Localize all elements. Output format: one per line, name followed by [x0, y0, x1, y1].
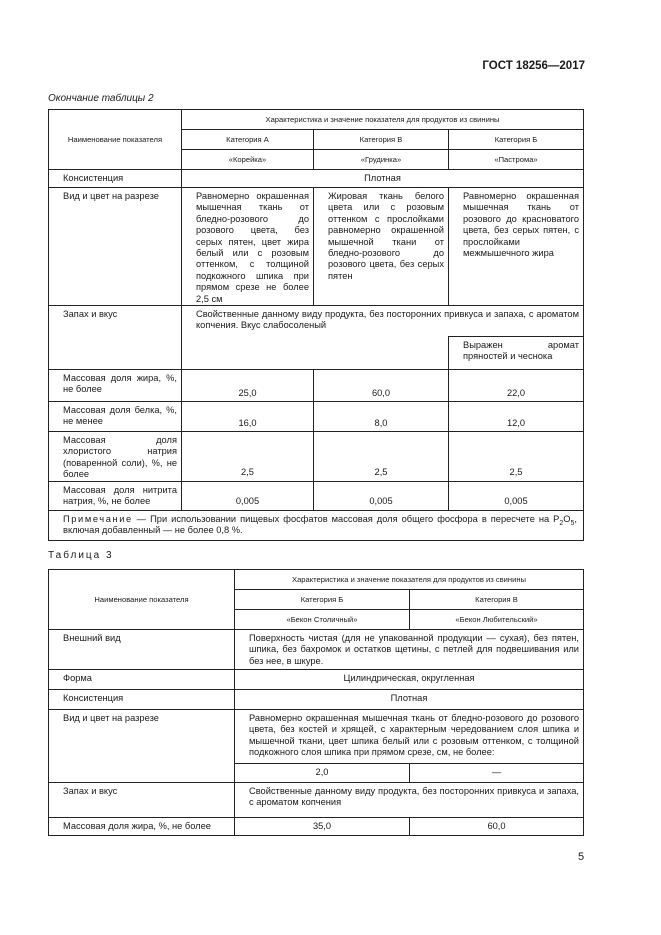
- note-text: , включая добавленный — не более 0,8 %.: [63, 513, 577, 536]
- table3-category: Категория В: [410, 590, 584, 610]
- table3-row-label: Запах и вкус: [49, 783, 235, 818]
- table2-color-value: Жировая ткань белого цвета или с розовым оттенком с прослойками равномерно окрашенной мышечной ткани от бледно-розового до розового цвета, без серых пятен: [314, 188, 449, 306]
- table2-row-label: Массовая доля белка, %, не менее: [49, 402, 182, 432]
- table3-value: 2,0: [235, 764, 410, 783]
- table2-smell-extra: Выражен аромат пряностей и чеснока: [449, 337, 584, 370]
- table2-color-value: Равномерно окрашенная мышечная ткань от розового до красноватого цвета, без серых пятен, с прослойками межмышечного жира: [449, 188, 584, 306]
- table2-category: Категория Б: [449, 130, 584, 150]
- note-text: O: [563, 513, 571, 524]
- note-text: — При использовании пищевых фосфатов массовая доля общего фосфора в пересчете на P: [132, 513, 560, 524]
- table2-group-header: Характеристика и значение показателя для продуктов из свинины: [182, 110, 584, 130]
- table2-product: «Корейка»: [182, 150, 314, 170]
- table2-value: 16,0: [182, 402, 314, 432]
- table3-color-value: Равномерно окрашенная мышечная ткань от бледно-розового до розового цвета, без костей и хрящей, с характерным чередованием слоя шпика и мышечной ткани, цвет шпика белый или с розовым оттенком, с толщиной подкожного слоя шпика при прямом срезе, см, не более:: [235, 710, 584, 764]
- table3-product: «Бекон Любительский»: [410, 610, 584, 630]
- table2-product: «Пастрома»: [449, 150, 584, 170]
- note-subscript: 5: [570, 519, 575, 527]
- table3-name-header: Наименование показателя: [49, 570, 235, 630]
- table2-value: 22,0: [449, 370, 584, 402]
- table3-consistency-value: Плотная: [235, 690, 584, 710]
- table2-row-label: Запах и вкус: [49, 306, 182, 370]
- table3-group-header: Характеристика и значение показателя для продуктов из свинины: [235, 570, 584, 590]
- table2-value: 2,5: [314, 432, 449, 482]
- table2-row-label: Массовая доля жира, %, не более: [49, 370, 182, 402]
- table2-product: «Грудинка»: [314, 150, 449, 170]
- table2-value: 8,0: [314, 402, 449, 432]
- table3-shape-value: Цилиндрическая, округленная: [235, 670, 584, 690]
- table2-category: Категория В: [314, 130, 449, 150]
- table2-category: Категория А: [182, 130, 314, 150]
- table-2: [48, 109, 584, 541]
- table2-value: 25,0: [182, 370, 314, 402]
- table2-value: 60,0: [314, 370, 449, 402]
- table3-caption: Таблица 3: [48, 550, 114, 561]
- table2-value: 2,5: [182, 432, 314, 482]
- table2-value: 0,005: [314, 481, 449, 510]
- table3-category: Категория Б: [235, 590, 410, 610]
- table3-row-label: Массовая доля жира, %, не более: [49, 818, 235, 836]
- table2-smell-value: Свойственные данному виду продукта, без посторонних привкуса и запаха, с ароматом копчения. Вкус слабосоленый: [182, 306, 584, 337]
- table-3: [48, 569, 584, 836]
- table3-product: «Бекон Столичный»: [235, 610, 410, 630]
- table2-color-value: Равномерно окрашенная мышечная ткань от бледно-розового до розового цвета, без серых пятен, цвет жира белый или с розовым оттенком, с толщиной подкожного шпика при прямом срезе не более 2,5 см: [182, 188, 314, 306]
- note-title: Примечание: [63, 513, 133, 524]
- table3-row-label: Вид и цвет на разрезе: [49, 710, 235, 783]
- table3-value: —: [410, 764, 584, 783]
- table3-value: 35,0: [235, 818, 410, 836]
- table3-row-label: Форма: [49, 670, 235, 690]
- table2-value: 12,0: [449, 402, 584, 432]
- table2-row-label: Консистенция: [49, 170, 182, 188]
- table2-value: 0,005: [182, 481, 314, 510]
- table3-appearance-value: Поверхность чистая (для не упакованной продукции — сухая), без пятен, шпика, без бахромок и остатков щетины, с петлей для подвешивания или без нее, в шкуре.: [235, 630, 584, 670]
- table3-row-label: Внешний вид: [49, 630, 235, 670]
- table3-value: 60,0: [410, 818, 584, 836]
- table2-value: 2,5: [449, 432, 584, 482]
- table2-name-header: Наименование показателя: [49, 110, 182, 170]
- table2-note: [49, 510, 584, 540]
- document-header: ГОСТ 18256—2017: [482, 60, 585, 72]
- table2-row-label: Массовая доля хлористого натрия (поваренной соли), %, не более: [49, 432, 182, 482]
- table2-row-label: Массовая доля нитрита натрия, %, не более: [49, 481, 182, 510]
- table3-row-label: Консистенция: [49, 690, 235, 710]
- table2-value: 0,005: [449, 481, 584, 510]
- page-number: 5: [578, 851, 585, 863]
- table2-consistency-value: Плотная: [182, 170, 584, 188]
- table3-smell-value: Свойственные данному виду продукта, без посторонних привкуса и запаха, с ароматом копчения: [235, 783, 584, 818]
- note-subscript: 2: [559, 519, 564, 527]
- table2-caption: Окончание таблицы 2: [48, 93, 154, 104]
- table2-row-label: Вид и цвет на разрезе: [49, 188, 182, 306]
